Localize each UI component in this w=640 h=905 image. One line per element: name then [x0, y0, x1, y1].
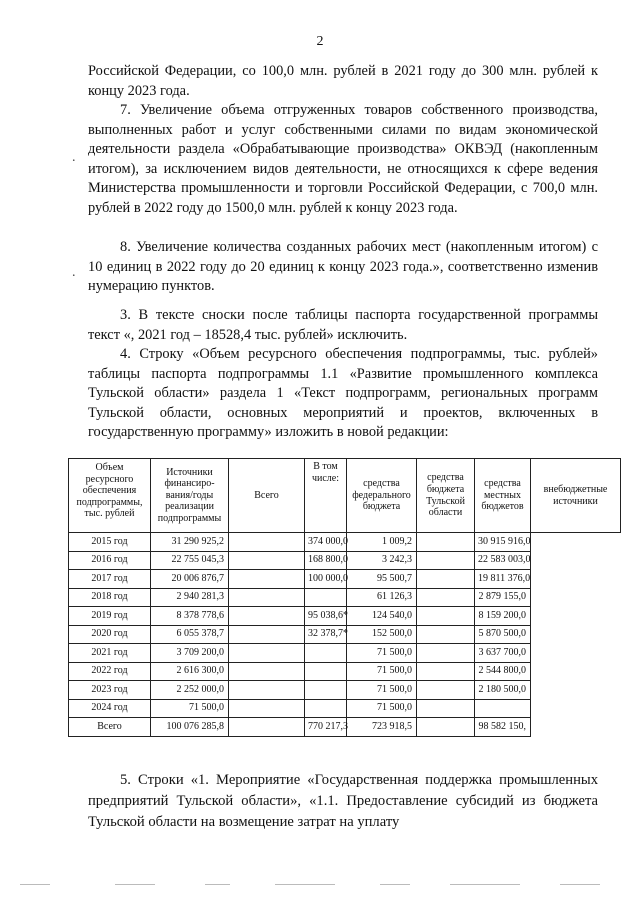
cell-total: 22 755 045,3: [151, 551, 229, 570]
cell-extra: 30 915 916,0: [475, 533, 531, 552]
cell-year: 2022 год: [69, 662, 151, 681]
cell-extra: 22 583 003,0: [475, 551, 531, 570]
cell-total: 3 709 200,0: [151, 644, 229, 663]
cell-local: [417, 570, 475, 589]
cell-total: 2 616 300,0: [151, 662, 229, 681]
cell-federal: 168 800,0: [305, 551, 347, 570]
paragraph-point-4: 4. Строку «Объем ресурсного обеспечения подпрограммы, тыс. рублей» таблицы паспорта подпрограммы 1.1 «Развитие промышленного комплекса Тульской области» раздела 1 «Текст подпрограмм, региональных программ Тульской области, основных мероприятий и проектов, включенных в государственную программу» изложить в новой редакции:: [88, 346, 598, 441]
cell-federal: 95 038,6*: [305, 607, 347, 626]
table-row: [69, 570, 621, 589]
paragraph-item-8: 8. Увеличение количества созданных рабочих мест (накопленным итогом) с 10 единиц в 2022 году до 20 единиц к концу 2023 года.», соответственно изменив нумерацию пунктов.: [88, 239, 598, 295]
cell-year: 2018 год: [69, 588, 151, 607]
cell-regional: 71 500,0: [347, 681, 417, 700]
budget-table: [68, 458, 621, 737]
cell-federal: 770 217,3: [305, 718, 347, 737]
cell-regional: 71 500,0: [347, 644, 417, 663]
cell-local: [417, 533, 475, 552]
cell-extra: 19 811 376,0: [475, 570, 531, 589]
cell-total: 2 940 281,3: [151, 588, 229, 607]
cell-federal: [305, 588, 347, 607]
cell-total: 6 055 378,7: [151, 625, 229, 644]
cell-extra: 8 159 200,0: [475, 607, 531, 626]
header-total: Всего: [229, 459, 305, 533]
cell-total: 71 500,0: [151, 699, 229, 718]
paragraph-continuation: Российской Федерации, со 100,0 млн. рублей в 2021 году до 300 млн. рублей к концу 2023 года.: [88, 63, 598, 99]
cell-extra: 3 637 700,0: [475, 644, 531, 663]
header-federal: средства федерального бюджета: [347, 459, 417, 533]
cell-including: [229, 625, 305, 644]
cell-year: 2020 год: [69, 625, 151, 644]
cell-local: [417, 588, 475, 607]
cell-federal: [305, 662, 347, 681]
table-header-row: [69, 459, 621, 533]
cell-extra: 5 870 500,0: [475, 625, 531, 644]
cell-federal: [305, 681, 347, 700]
cell-total: 100 076 285,8: [151, 718, 229, 737]
paragraph-point-5: 5. Строки «1. Мероприятие «Государственная поддержка промышленных предприятий Тульской области», «1.1. Предоставление субсидий из бюджета Тульской области на возмещение затрат на уплату: [88, 772, 598, 830]
cell-local: [417, 699, 475, 718]
table-row-label: Объем ресурсного обеспечения подпрограммы, тыс. рублей: [69, 459, 151, 533]
cell-regional: 723 918,5: [347, 718, 417, 737]
table-row: [69, 607, 621, 626]
cell-local: [417, 718, 475, 737]
page-number: 2: [316, 34, 324, 49]
cell-federal: [305, 699, 347, 718]
cell-year: Всего: [69, 718, 151, 737]
cell-total: 8 378 778,6: [151, 607, 229, 626]
cell-extra: 98 582 150,: [475, 718, 531, 737]
header-local: средства местных бюджетов: [475, 459, 531, 533]
cell-regional: 71 500,0: [347, 699, 417, 718]
cell-including: [229, 533, 305, 552]
table-row: [69, 662, 621, 681]
cell-total: 2 252 000,0: [151, 681, 229, 700]
cell-regional: 61 126,3: [347, 588, 417, 607]
cell-extra: [475, 699, 531, 718]
cell-extra: 2 180 500,0: [475, 681, 531, 700]
header-sources: Источники финансиро-вания/годы реализации подпрограммы: [151, 459, 229, 533]
header-extra: внебюджетные источники: [531, 459, 621, 533]
paragraph-item-7: 7. Увеличение объема отгруженных товаров собственного производства, выполненных работ и услуг собственными силами по видам экономической деятельности раздела «Обрабатывающие производства» ОКВЭД (накопленным итогом), за исключением видов деятельности, не относящихся к сфере ведения Министерства промышленности и торговли Российской Федерации, с 700,0 млн. рублей в 2022 году до 1500,0 млн. рублей к концу 2023 года.: [88, 102, 598, 216]
header-regional: средства бюджета Тульской области: [417, 459, 475, 533]
cell-federal: 100 000,0: [305, 570, 347, 589]
cell-including: [229, 699, 305, 718]
paragraph-point-3: 3. В тексте сноски после таблицы паспорта государственной программы текст «, 2021 год – 18528,4 тыс. рублей» исключить.: [88, 307, 598, 343]
cell-regional: 124 540,0: [347, 607, 417, 626]
cell-federal: 374 000,0: [305, 533, 347, 552]
cell-regional: 152 500,0: [347, 625, 417, 644]
cell-local: [417, 607, 475, 626]
cell-including: [229, 644, 305, 663]
table-row: [69, 681, 621, 700]
cell-including: [229, 681, 305, 700]
table-row: [69, 625, 621, 644]
cell-year: 2021 год: [69, 644, 151, 663]
cell-federal: [305, 644, 347, 663]
table-row: [69, 551, 621, 570]
cell-local: [417, 551, 475, 570]
cell-including: [229, 662, 305, 681]
table-row: [69, 699, 621, 718]
cell-including: [229, 607, 305, 626]
margin-mark: .: [72, 265, 76, 280]
table-row: [69, 644, 621, 663]
cell-year: 2024 год: [69, 699, 151, 718]
cell-extra: 2 879 155,0: [475, 588, 531, 607]
cell-regional: 95 500,7: [347, 570, 417, 589]
cell-including: [229, 551, 305, 570]
cell-regional: 71 500,0: [347, 662, 417, 681]
cell-year: 2017 год: [69, 570, 151, 589]
cell-year: 2016 год: [69, 551, 151, 570]
header-including: В том числе:: [305, 459, 347, 533]
cell-local: [417, 644, 475, 663]
cell-year: 2019 год: [69, 607, 151, 626]
cell-total: 31 290 925,2: [151, 533, 229, 552]
cell-local: [417, 625, 475, 644]
cell-regional: 1 009,2: [347, 533, 417, 552]
cell-year: 2015 год: [69, 533, 151, 552]
table-row: [69, 718, 621, 737]
cell-local: [417, 681, 475, 700]
table-row: [69, 588, 621, 607]
cell-federal: 32 378,7*: [305, 625, 347, 644]
cell-regional: 3 242,3: [347, 551, 417, 570]
cell-including: [229, 718, 305, 737]
cell-including: [229, 570, 305, 589]
margin-mark: .: [72, 150, 76, 165]
cell-year: 2023 год: [69, 681, 151, 700]
cell-total: 20 006 876,7: [151, 570, 229, 589]
scan-artifact-line: [20, 884, 620, 888]
cell-including: [229, 588, 305, 607]
cell-extra: 2 544 800,0: [475, 662, 531, 681]
cell-local: [417, 662, 475, 681]
table-row: [69, 533, 621, 552]
